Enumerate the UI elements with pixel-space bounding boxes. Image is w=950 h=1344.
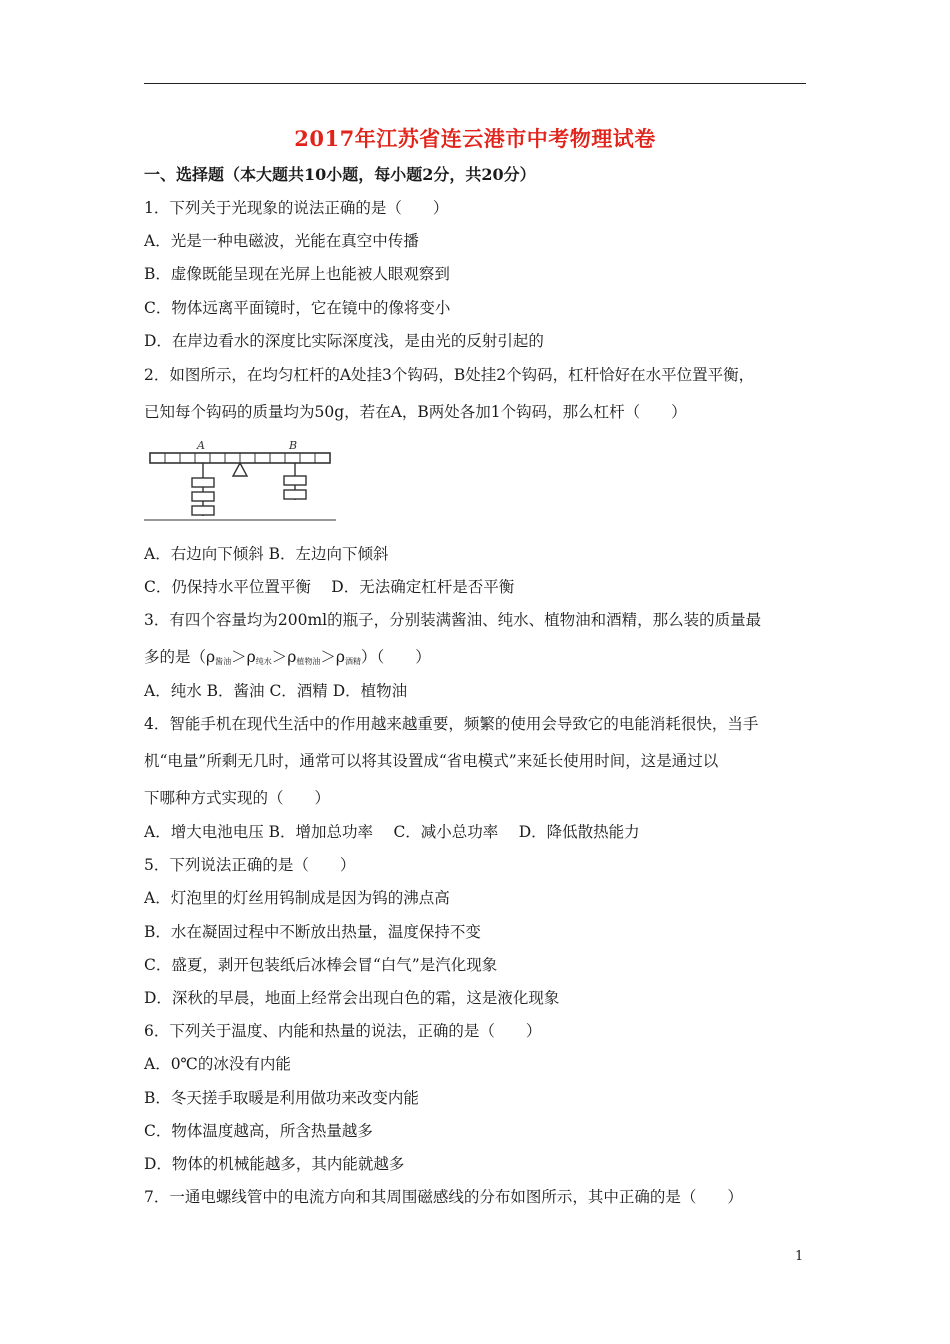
svg-text:B: B [289,439,298,452]
question-7: 7．一通电螺线管中的电流方向和其周围磁感线的分布如图所示，其中正确的是（ ） [144,1188,743,1206]
q1-option-a: A．光是一种电磁波，光能在真空中传播 [144,232,419,250]
question-2-line-1: 2．如图所示，在均匀杠杆的A处挂3个钩码，B处挂2个钩码，杠杆恰好在水平位置平衡， [144,366,755,384]
question-3-line-2: 多的是$(\rho_{酱油}>\rho_{纯水}>\rho_{植物油}>\rho_{酒精})$（ ） [144,648,431,666]
q5-option-a: A．灯泡里的灯丝用钨制成是因为钨的沸点高 [144,889,450,907]
header-rule [144,83,806,84]
q6-option-b: B．冬天搓手取暖是利用做功来改变内能 [144,1089,419,1107]
page-title: 2017年江苏省连云港市中考物理试卷 [294,126,656,151]
question-6: 6．下列关于温度、内能和热量的说法，正确的是（ ） [144,1022,542,1040]
q1-option-d: D．在岸边看水的深度比实际深度浅，是由光的反射引起的 [144,332,544,350]
question-2-line-2: 已知每个钩码的质量均为50g，若在A，B两处各加1个钩码，那么杠杆（ ） [144,403,687,421]
q2-options-cd: C．仍保持水平位置平衡 D．无法确定杠杆是否平衡 [144,578,515,596]
question-4-line-2: 机“电量”所剩无几时，通常可以将其设置成“省电模式”来延长使用时间，这是通过以 [144,752,719,770]
q5-option-c: C．盛夏，剥开包装纸后冰棒会冒“白气”是汽化现象 [144,956,498,974]
question-4-line-3: 下哪种方式实现的（ ） [144,789,331,807]
question-3-line-1: 3．有四个容量均为200ml的瓶子，分别装满酱油、纯水、植物油和酒精，那么装的质量最 [144,611,762,629]
section-heading: 一、选择题（本大题共10小题，每小题2分，共20分） [144,165,536,184]
question-5: 5．下列说法正确的是（ ） [144,856,356,874]
q2-options-ab: A．右边向下倾斜 B．左边向下倾斜 [144,545,389,563]
question-1: 1．下列关于光现象的说法正确的是（ ） [144,199,449,217]
q6-option-c: C．物体温度越高，所含热量越多 [144,1122,373,1140]
q1-option-b: B．虚像既能呈现在光屏上也能被人眼观察到 [144,265,450,283]
q5-option-d: D．深秋的早晨，地面上经常会出现白色的霜，这是液化现象 [144,989,560,1007]
page-number: 1 [795,1249,804,1264]
q6-option-a: A．0℃的冰没有内能 [144,1055,291,1073]
q3-options: A．纯水 B．酱油 C．酒精 D．植物油 [144,682,408,700]
q1-option-c: C．物体远离平面镜时，它在镜中的像将变小 [144,299,451,317]
svg-text:A: A [197,439,205,452]
lever-figure [144,436,340,522]
question-4-line-1: 4．智能手机在现代生活中的作用越来越重要，频繁的使用会导致它的电能消耗很快，当手 [144,715,759,733]
q4-options: A．增大电池电压 B．增加总功率 C．减小总功率 D．降低散热能力 [144,823,640,841]
q6-option-d: D．物体的机械能越多，其内能就越多 [144,1155,405,1173]
q5-option-b: B．水在凝固过程中不断放出热量，温度保持不变 [144,923,481,941]
